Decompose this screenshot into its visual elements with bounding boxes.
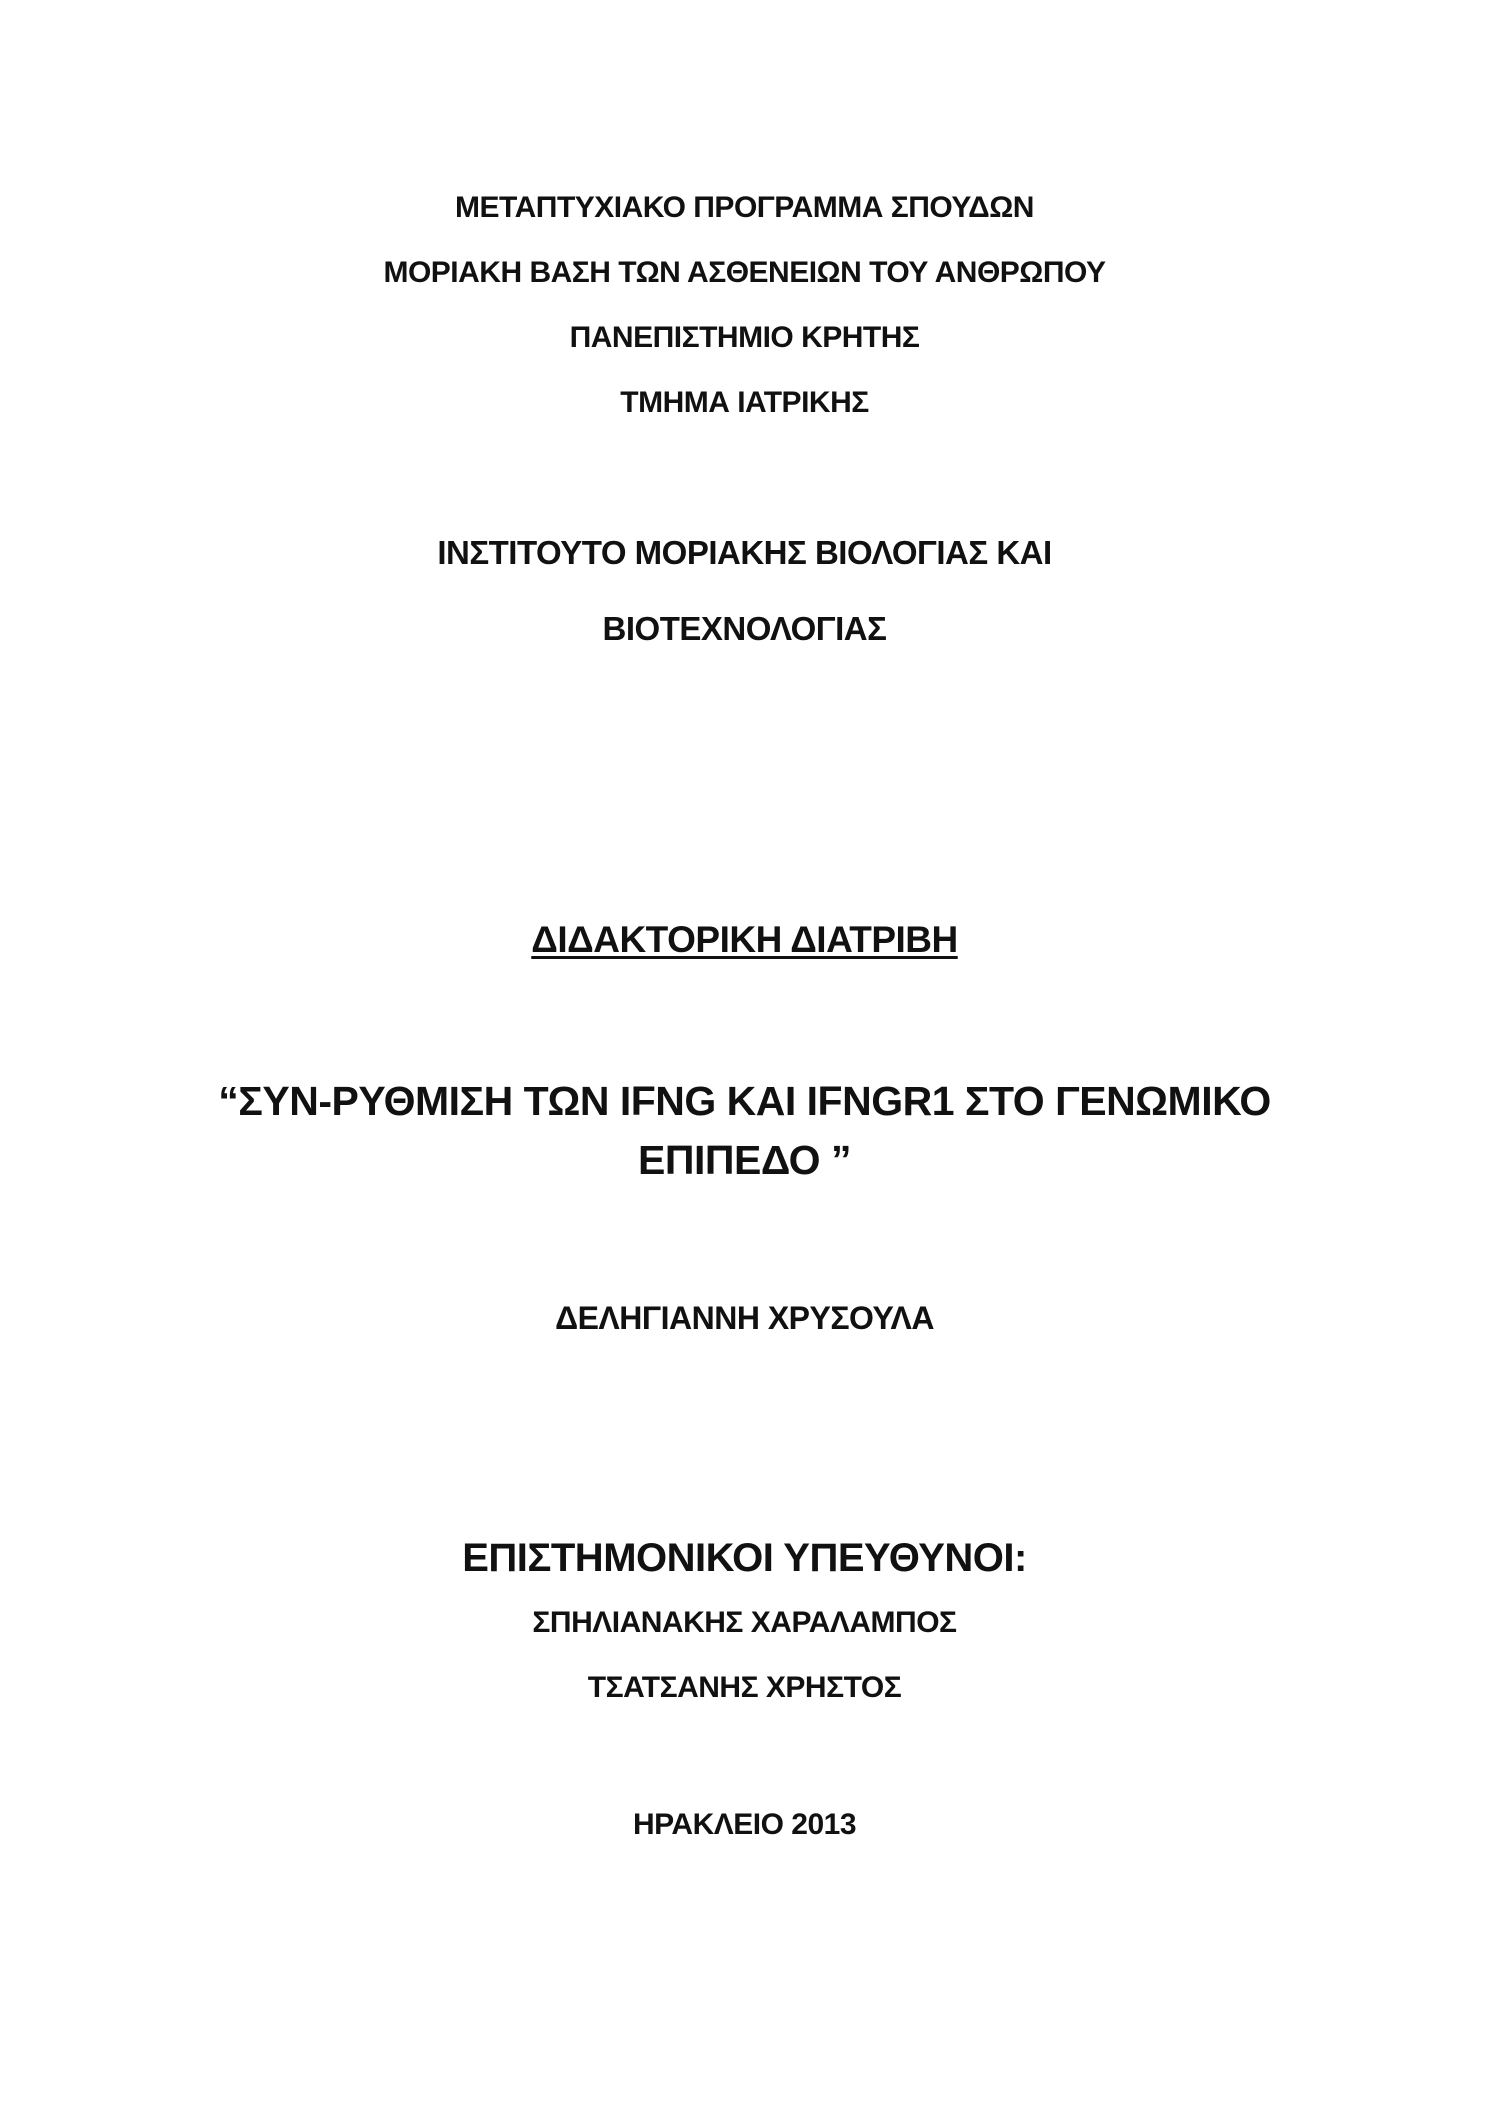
program-name: ΜΕΤΑΠΤΥΧΙΑΚΟ ΠΡΟΓΡΑΜΜΑ ΣΠΟΥΔΩΝ — [455, 191, 1034, 224]
author-name: ΔΕΛΗΓΙΑΝΝΗ ΧΡΥΣΟΥΛΑ — [555, 1300, 934, 1336]
supervisor-name: ΤΣΑΤΣΑΝΗΣ ΧΡΗΣΤΟΣ — [587, 1671, 902, 1704]
program-subject: ΜΟΡΙΑΚΗ ΒΑΣΗ ΤΩΝ ΑΣΘΕΝΕΙΩΝ ΤΟΥ ΑΝΘΡΩΠΟΥ — [383, 256, 1106, 289]
institute-name-line1: ΙΝΣΤΙΤΟΥΤΟ ΜΟΡΙΑΚΗΣ ΒΙΟΛΟΓΙΑΣ ΚΑΙ — [437, 534, 1052, 571]
supervisor-name: ΣΠΗΛΙΑΝΑΚΗΣ ΧΑΡΑΛΑΜΠΟΣ — [532, 1606, 957, 1639]
thesis-title-line2: ΕΠΙΠΕΔΟ ” — [638, 1137, 851, 1183]
thesis-title-line1: “ΣΥΝ-ΡΥΘΜΙΣΗ ΤΩΝ IFNG ΚΑΙ IFNGR1 ΣΤΟ ΓΕΝΩΜΙΚΟ — [218, 1078, 1271, 1124]
place-and-year: ΗΡΑΚΛΕΙΟ 2013 — [632, 1808, 857, 1841]
institute-name-line2: ΒΙΟΤΕΧΝΟΛΟΓΙΑΣ — [602, 610, 887, 647]
university-name: ΠΑΝΕΠΙΣΤΗΜΙΟ ΚΡΗΤΗΣ — [569, 321, 920, 354]
department-name: ΤΜΗΜΑ ΙΑΤΡΙΚΗΣ — [620, 386, 869, 419]
supervisors-heading: ΕΠΙΣΤΗΜΟΝΙΚΟΙ ΥΠΕΥΘΥΝΟΙ: — [462, 1536, 1027, 1580]
document-type: ΔΙΔΑΚΤΟΡΙΚΗ ΔΙΑΤΡΙΒΗ — [531, 919, 958, 960]
